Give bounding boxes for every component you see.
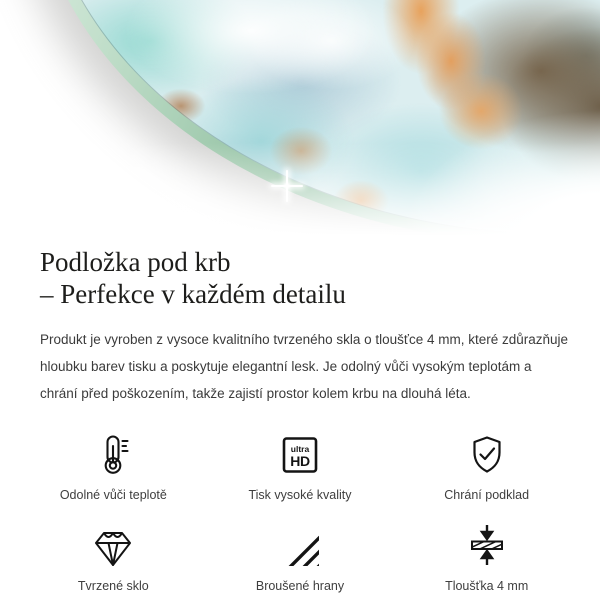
svg-text:ultra: ultra xyxy=(290,444,310,454)
diamond-icon xyxy=(91,522,135,568)
feature-heat-resistant xyxy=(20,431,207,502)
feature-label: Chrání podklad xyxy=(444,488,530,502)
feature-print-quality xyxy=(207,431,394,502)
feature-tempered-glass xyxy=(20,522,207,593)
product-title-line2: – Perfekce v každém detailu xyxy=(40,279,346,309)
feature-thickness xyxy=(393,522,580,593)
thermometer-icon xyxy=(91,431,135,477)
product-description: Produkt je vyroben z vysoce kvalitního tvrzeného skla o tloušťce 4 mm, které zdůrazňuje hloubku barev tisku a poskytuje elegantní lesk. Je odolný vůči vysokým teplotám a chrání před poškozením, takže zajistí prostor kolem krbu na dlouhá léta. xyxy=(40,332,569,401)
feature-label: Broušené hrany xyxy=(255,579,345,593)
shield-check-icon xyxy=(465,431,509,477)
feature-label: Tloušťka 4 mm xyxy=(445,579,529,593)
ultra-hd-icon xyxy=(278,431,322,477)
thickness-icon xyxy=(465,522,509,568)
feature-grid xyxy=(20,431,580,593)
svg-text:HD: HD xyxy=(290,453,310,469)
product-title-line1: Podložka pod krb xyxy=(40,247,231,277)
product-image xyxy=(0,0,600,238)
feature-label: Odolné vůči teplotě xyxy=(59,488,167,502)
product-title xyxy=(40,246,560,310)
feature-protects-surface xyxy=(393,431,580,502)
feature-label: Tisk vysoké kvality xyxy=(248,488,352,502)
beveled-edges-icon xyxy=(279,522,321,568)
feature-polished-edges xyxy=(207,522,394,593)
feature-label: Tvrzené sklo xyxy=(77,579,149,593)
